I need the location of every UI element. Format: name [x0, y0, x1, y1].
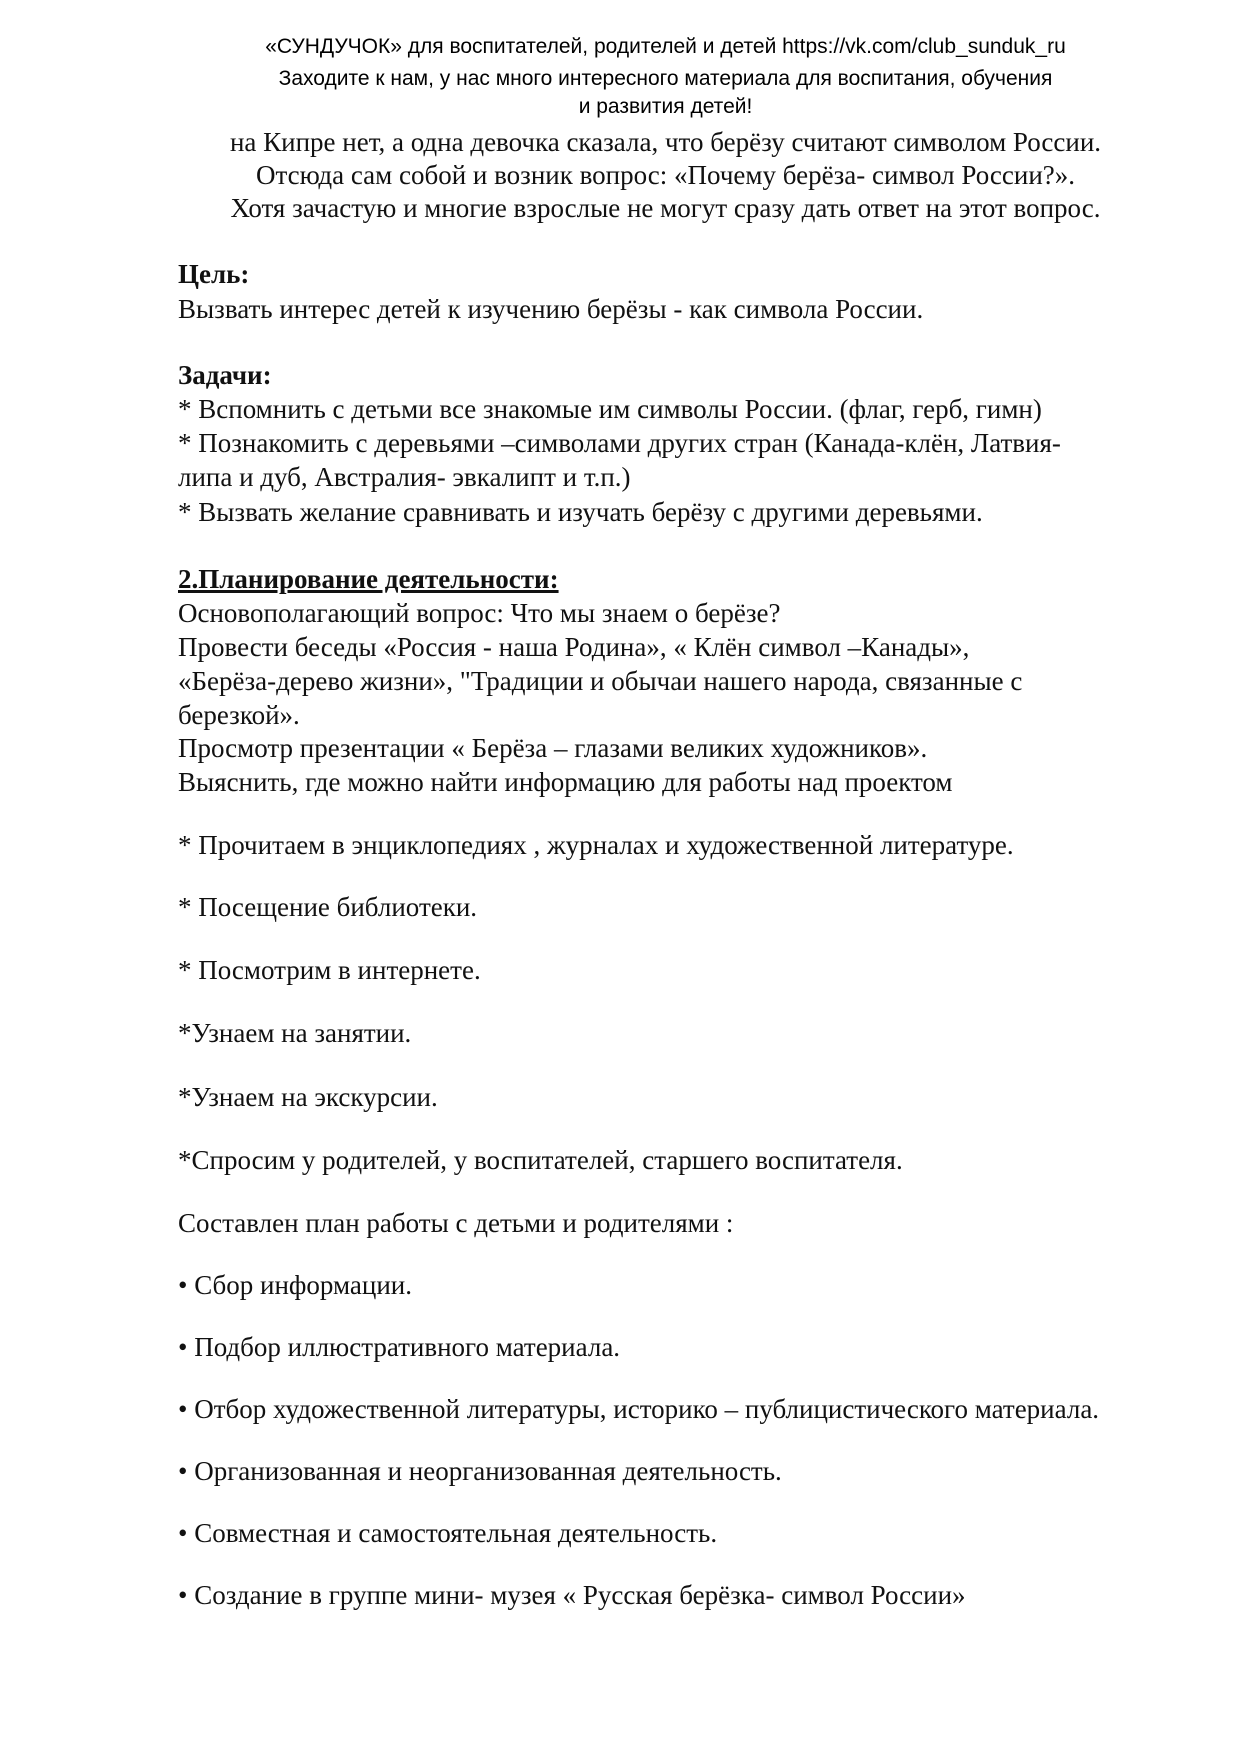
planning-heading: 2.Планирование деятельности:: [178, 564, 559, 594]
planning-line: Выяснить, где можно найти информацию для работы над проектом: [178, 767, 953, 797]
plan-item: • Организованная и неорганизованная деятельность.: [178, 1456, 782, 1486]
intro-line: Хотя зачастую и многие взрослые не могут сразу дать ответ на этот вопрос.: [230, 193, 1101, 223]
tasks-heading: Задачи:: [178, 360, 272, 390]
planning-line: «Берёза-дерево жизни», "Традиции и обычаи нашего народа, связанные с: [178, 666, 1023, 696]
goal-heading: Цель:: [178, 259, 250, 289]
source-item: *Спросим у родителей, у воспитателей, старшего воспитателя.: [178, 1145, 903, 1175]
header-line-1: «СУНДУЧОК» для воспитателей, родителей и детей https://vk.com/club_sunduk_ru: [265, 35, 1066, 58]
source-item: * Посещение библиотеки.: [178, 892, 478, 922]
planning-line: Просмотр презентации « Берёза – глазами великих художников».: [178, 733, 928, 763]
plan-item: • Создание в группе мини- музея « Русская берёзка- символ России»: [178, 1580, 966, 1610]
header-line-2: Заходите к нам, у нас много интересного материала для воспитания, обучения: [278, 67, 1053, 90]
plan-item: • Совместная и самостоятельная деятельность.: [178, 1518, 718, 1548]
planning-line: Провести беседы «Россия - наша Родина», « Клён символ –Канады»,: [178, 632, 970, 662]
plan-item: • Сбор информации.: [178, 1270, 412, 1300]
task-line: * Вызвать желание сравнивать и изучать берёзу с другими деревьями.: [178, 497, 983, 527]
header-line-3: и развития детей!: [578, 95, 753, 118]
plan-item: • Отбор художественной литературы, историко – публицистического материала.: [178, 1394, 1100, 1424]
plan-item: • Подбор иллюстративного материала.: [178, 1332, 621, 1362]
planning-line: березкой».: [178, 700, 300, 730]
planning-line: Основополагающий вопрос: Что мы знаем о берёзе?: [178, 598, 781, 628]
plan-intro: Составлен план работы с детьми и родителями :: [178, 1208, 734, 1238]
goal-text: Вызвать интерес детей к изучению берёзы - как символа России.: [178, 294, 924, 324]
source-item: *Узнаем на экскурсии.: [178, 1082, 438, 1112]
intro-line: на Кипре нет, а одна девочка сказала, что берёзу считают символом России.: [229, 127, 1102, 157]
task-line: * Вспомнить с детьми все знакомые им символы России. (флаг, герб, гимн): [178, 394, 1042, 424]
source-item: *Узнаем на занятии.: [178, 1018, 412, 1048]
task-line: липа и дуб, Австралия- эвкалипт и т.п.): [178, 462, 631, 492]
intro-line: Отсюда сам собой и возник вопрос: «Почему берёза- символ России?».: [255, 160, 1076, 190]
source-item: * Посмотрим в интернете.: [178, 955, 481, 985]
task-line: * Познакомить с деревьями –символами других стран (Канада-клён, Латвия-: [178, 428, 1061, 458]
source-item: * Прочитаем в энциклопедиях , журналах и художественной литературе.: [178, 830, 1014, 860]
